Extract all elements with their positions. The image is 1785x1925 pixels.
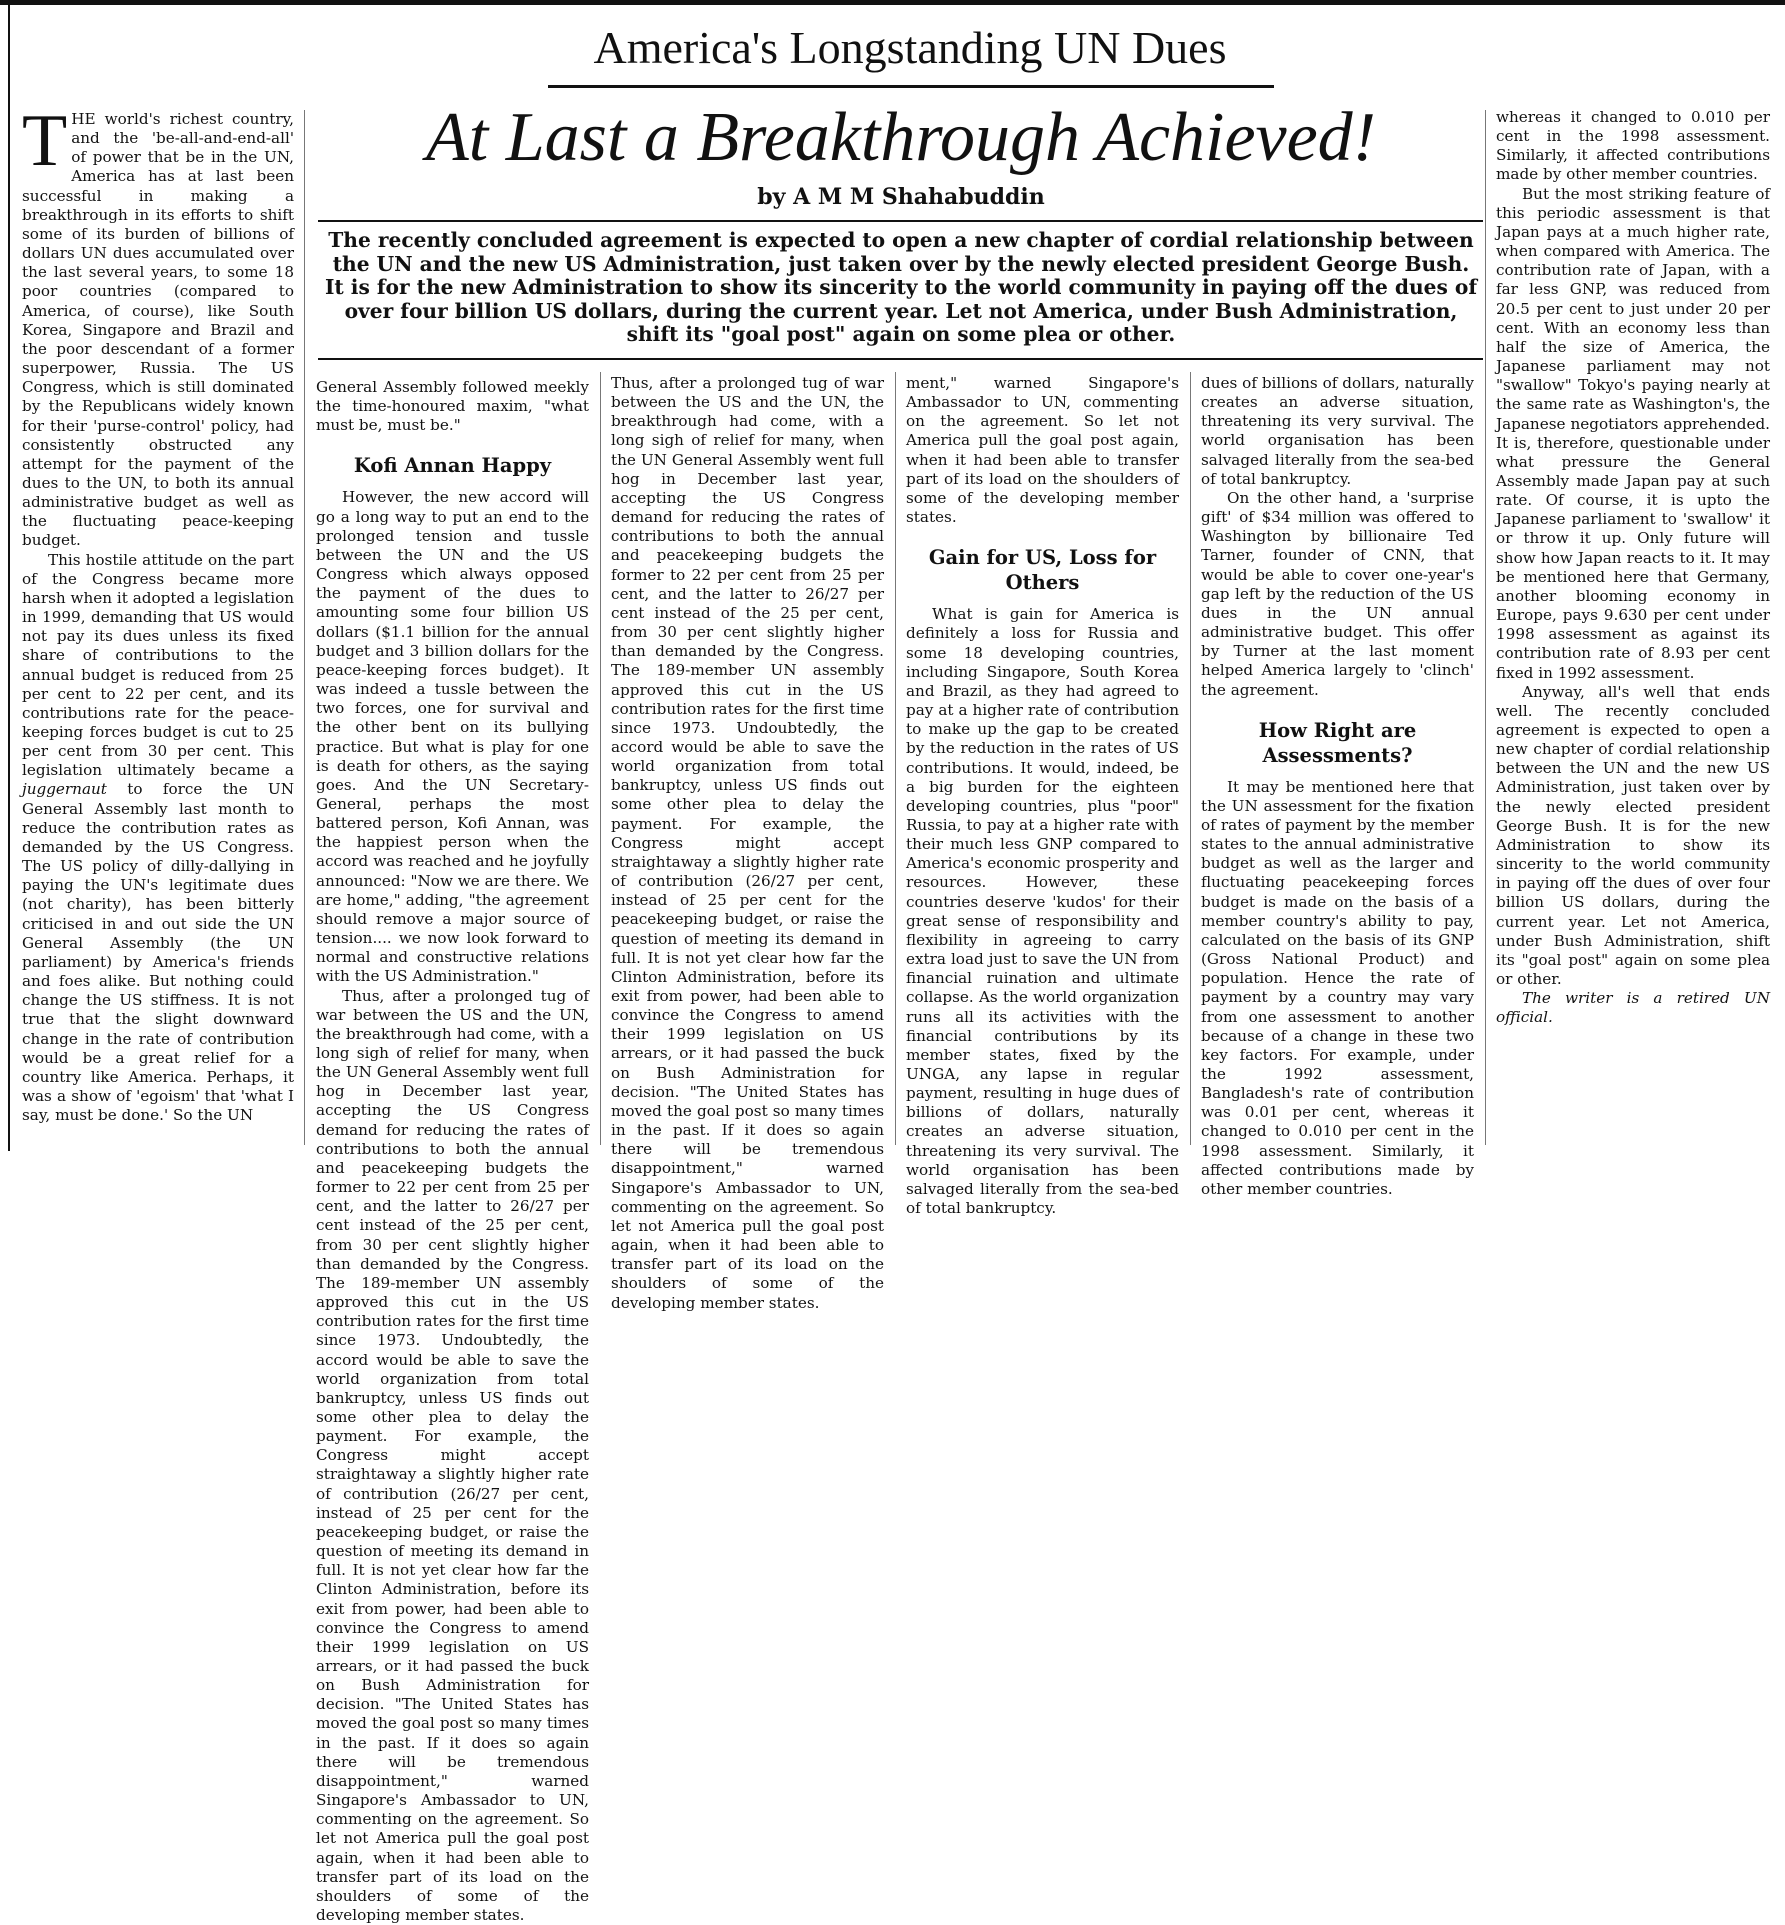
column-divider xyxy=(1190,372,1191,1145)
subhead-kofi-annan-happy: Kofi Annan Happy xyxy=(353,454,552,478)
paragraph-1-text: HE world's richest country, and the 'be-all-and-end-all' of power that be in the UN, America has at last been successful in making a breakthrough in its efforts to shift some of its burden of billions of dollars UN dues accumulated over the last several years, to some 18 poor countries (compared to America, of course), like South Korea, Singapore and Brazil and the poor descendant of a former superpower, Russia. The US Congress, which is still dominated by the Republicans widely known for their 'purse-control' policy, had consistently obstructed any attempt for the payment of the dues to the UN, to both its annual administrative budget as well as the fluctuating peace-keeping budget. xyxy=(22,110,294,550)
column-2 xyxy=(316,378,589,1925)
kicker-underline xyxy=(548,85,1274,88)
column-divider xyxy=(600,372,601,1145)
column-4 xyxy=(906,374,1179,1218)
top-rule xyxy=(0,0,1785,5)
headline: At Last a Breakthrough Achieved! xyxy=(426,99,1376,176)
paragraph-4-continued xyxy=(611,374,884,1313)
deck-rule-top xyxy=(318,220,1483,222)
column-divider xyxy=(1485,110,1486,1145)
paragraph-9: Anyway, all's well that ends well. The recently concluded agreement is expected to open a new chapter of cordial relationship between the UN and the new US Administration, just taken over by the newly elected president George Bush. It is for the new Administration to show its sincerity to the world community in paying off the dues of over four billion US dollars, during the current year. Let not America, under Bush Administration, shift its "goal post" again on some plea or other. xyxy=(1496,682,1770,989)
column-5 xyxy=(1201,374,1474,1198)
paragraph-8: But the most striking feature of this periodic assessment is that Japan pays at a much higher rate, when compared with America. The contribution rate of Japan, with a far less GNP, was reduced from 20.5 per cent to just under 20 per cent. With an economy less than half the size of America, the Japanese parliament may not "swallow" Tokyo's paying nearly at the same rate as Washington's, the Japanese negotiators apprehended. It is, therefore, questionable under what pressure the General Assembly made Japan pay at such rate. Of course, it is upto the Japanese parliament to 'swallow' it or throw it up. Only future will show how Japan reacts to it. It may be mentioned here that Germany, another blooming economy in Europe, pays 9.630 per cent under 1998 assessment as against its contribution rate of 8.93 per cent fixed in 1992 assessment. xyxy=(1496,184,1770,682)
subhead-how-right: How Right are Assessments? xyxy=(1258,718,1417,767)
paragraph-6: On the other hand, a 'surprise gift' of $34 million was offered to Washington by billionaire Ted Tarner, founder of CNN, that would be able to cover one-year's gap left by the reduction of the US dues in the UN annual administrative budget. This offer by Turner at the last moment helped America largely to 'clinch' the agreement. xyxy=(1201,488,1474,699)
kicker-title: America's Longstanding UN Dues xyxy=(593,22,1227,73)
paragraph-continued: General Assembly followed meekly the time-honoured maxim, "what must be, must be." xyxy=(316,378,589,435)
paragraph-7-end: whereas it changed to 0.010 per cent in the 1998 assessment. Similarly, it affected contributions made by other member countries. xyxy=(1496,108,1770,184)
drop-cap: T xyxy=(22,100,68,182)
byline: by A M M Shahabuddin xyxy=(757,184,1045,210)
paragraph-7: It may be mentioned here that the UN assessment for the fixation of rates of payment by the member states to the annual administrative budget as well as the larger and fluctuating peacekeeping forces budget is made on the basis of a member country's ability to pay, calculated on the basis of its GNP (Gross National Product) and population. Hence the rate of payment by a country may vary from one assessment to another because of a change in these two key factors. For example, under the 1992 assessment, Bangladesh's rate of contribution was 0.01 per cent, whereas it changed to 0.010 per cent in the 1998 assessment. Similarly, it affected contributions made by other member countries. xyxy=(1201,777,1474,1198)
left-rule xyxy=(8,5,10,1151)
paragraph-4-text: Thus, after a prolonged tug of war between the US and the UN, the breakthrough had come, with a long sigh of relief for many, when the UN General Assembly went full hog in December last year, accepting the US Congress demand for reducing the rates of contributions to both the annual and peacekeeping budgets the former to 22 per cent from 25 per cent, and the latter to 26/27 per cent instead of the 25 per cent, from 30 per cent slightly higher than demanded by the Congress. The 189-member UN assembly approved this cut in the US contribution rates for the first time since 1973. Undoubtedly, the accord would be able to save the world organization from total bankruptcy, unless US finds out some other plea to delay the payment. For example, the Congress might accept straightaway a slightly higher rate of contribution (26/27 per cent, instead of 25 per cent for the peacekeeping budget, or raise the question of meeting its demand in full. It is not yet clear how far the Clinton Administration, before its exit from power, had been able to convince the Congress to amend their 1999 legislation on US arrears, or it had passed the buck on Bush Administration for decision. "The United States has moved the goal post so many times in the past. If it does so again there will be tremendous disappointment," warned Singapore's Ambassador to UN, commenting on the agreement. So let not America pull the goal post again, when it had been able to transfer part of its load on the shoulders of some of the developing member states. xyxy=(611,374,884,1312)
deck-rule-bottom xyxy=(318,358,1483,360)
paragraph-2-emphasis: juggernaut xyxy=(22,780,107,799)
deck-summary: The recently concluded agreement is expected to open a new chapter of cordial relationship between the UN and the new US Administration, just taken over by the newly elected president George Bush. It is for the new Administration to show its sincerity to the world community in paying off the dues of over four billion US dollars, during the current year. Let not America, under Bush Administration, shift its "goal post" again on some plea or other. xyxy=(324,228,1478,346)
subhead-gain-for-us: Gain for US, Loss for Others xyxy=(928,546,1157,595)
column-divider xyxy=(895,372,896,1145)
column-3 xyxy=(611,374,884,1312)
paragraph-4-start: Thus, after a prolonged tug of war between the US and the UN, the breakthrough had come, with a long sigh of relief for many, when the UN General Assembly went full hog in December last year, accepting the US Congress demand for reducing the rates of contributions to both the annual and peacekeeping budgets the former to 22 per cent from 25 per cent, and the latter to 26/27 per cent instead of the 25 per cent, from 30 per cent slightly higher than demanded by the Congress. The 189-member UN assembly approved this cut in the US contribution rates for the first time since 1973. Undoubtedly, the accord would be able to save the world organization from total bankruptcy, unless US finds out some other plea to delay the payment. For example, the Congress might accept straightaway a slightly higher rate of contribution (26/27 per cent, instead of 25 per cent for the peacekeeping budget, or raise the question of meeting its demand in full. It is not yet clear how far the Clinton Administration, before its exit from power, had been able to convince the Congress to amend their 1999 legislation on US arrears, or it had passed the buck on Bush Administration for decision. "The United States has moved the goal post so many times in the past. If it does so again there will be tremendous disappointment," warned Singapore's Ambassador to UN, commenting on the agreement. So let not America pull the goal post again, when it had been able to transfer part of its load on the shoulders of some of the developing member states. xyxy=(316,986,589,1925)
paragraph-4-end: ment," warned Singapore's Ambassador to UN, commenting on the agreement. So let not America pull the goal post again, when it had been able to transfer part of its load on the shoulders of some of the developing member states. xyxy=(906,374,1179,527)
author-credit xyxy=(1496,989,1770,1027)
paragraph-5-end: dues of billions of dollars, naturally creates an adverse situation, threatening its very survival. The world organisation has been salvaged literally from the sea-bed of total bankruptcy. xyxy=(1201,374,1474,488)
column-divider xyxy=(304,110,305,1145)
column-6 xyxy=(1496,108,1770,1150)
paragraph-1 xyxy=(22,100,294,551)
column-1 xyxy=(22,100,294,1150)
author-credit-text: The writer is a retired UN official. xyxy=(1496,989,1770,1027)
paragraph-5: What is gain for America is definitely a loss for Russia and some 18 developing countries, including Singapore, South Korea and Brazil, as they had agreed to pay at a higher rate of contribution to make up the gap to be created by the reduction in the rates of US contributions. It would, indeed, be a big burden for the eighteen developing countries, plus "poor" Russia, to pay at a higher rate with their much less GNP compared to America's economic prosperity and resources. However, these countries deserve 'kudos' for their great sense of responsibility and flexibility in agreeing to carry extra load just to save the UN from financial ruination and ultimate collapse. As the world organization runs all its activities with the financial contributions by its member states, fixed by the UNGA, any lapse in regular payment, resulting in huge dues of billions of dollars, naturally creates an adverse situation, threatening its very survival. The world organisation has been salvaged literally from the sea-bed of total bankruptcy. xyxy=(906,605,1179,1218)
paragraph-2-text-a: This hostile attitude on the part of the Congress became more harsh when it adopted a legislation in 1999, demanding that US would not pay its dues unless its fixed share of contributions to the annual budget is reduced from 25 per cent to 22 per cent, and its contributions rate for the peace-keeping forces budget is cut to 25 per cent from 30 per cent. This legislation ultimately became a xyxy=(22,550,294,780)
paragraph-2-text-b: to force the UN General Assembly last month to reduce the contribution rates as demanded by the US Congress. The US policy of dilly-dallying in paying the UN's legitimate dues (not charity), has been bitterly criticised in and out side the UN General Assembly (the UN parliament) by America's friends and foes alike. But nothing could change the US stiffness. It is not true that the slight downward change in the rate of contribution would be a great relief for a country like America. Perhaps, it was a show of 'egoism' that 'what I say, must be done.' So the UN xyxy=(22,780,294,1125)
paragraph-2 xyxy=(22,551,294,1126)
paragraph-3: However, the new accord will go a long way to put an end to the prolonged tension and tussle between the UN and the US Congress which always opposed the payment of the dues to amounting some four billion US dollars ($1.1 billion for the annual budget and 3 billion dollars for the peace-keeping forces budget). It was indeed a tussle between the two forces, one for survival and the other bent on its bullying practice. But what is play for one is death for others, as the saying goes. And the UN Secretary-General, perhaps the most battered person, Kofi Annan, was the happiest person when the accord was reached and he joyfully announced: "Now we are there. We are home," adding, "the agreement should remove a major source of tension.... we now look forward to normal and constructive relations with the US Administration." xyxy=(316,488,589,986)
